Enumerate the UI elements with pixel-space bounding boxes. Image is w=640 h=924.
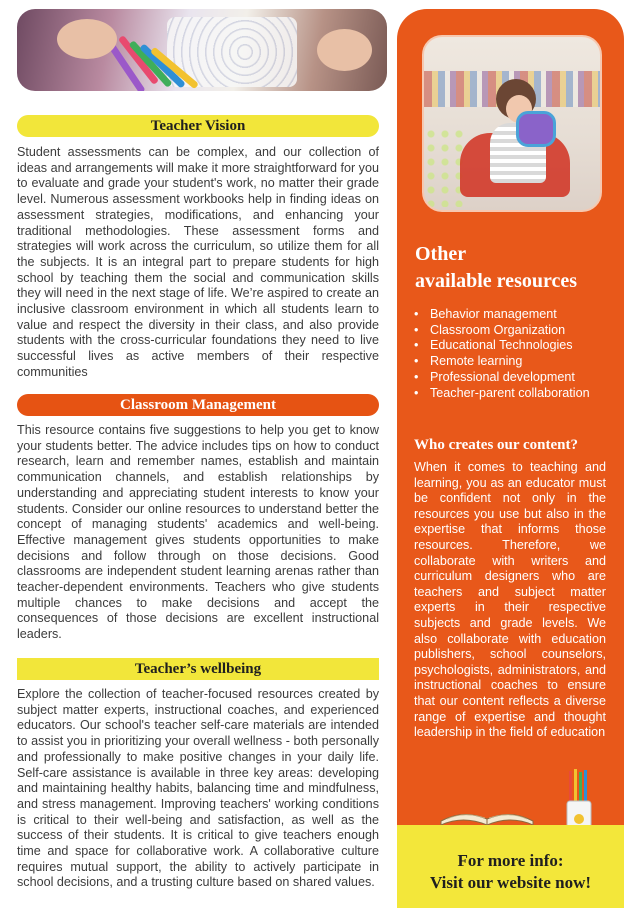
- other-resources-title: [415, 241, 615, 295]
- teacher-wellbeing-heading: Teacher’s wellbeing: [17, 658, 379, 680]
- wall-dots: [424, 127, 464, 207]
- list-item: • Educational Technologies: [414, 338, 619, 354]
- classroom-management-text: This resource contains five suggestions to help you get to know your students better. The advice includes tips on how to conduct research, learn and remember names, establish and maintain communication channels, and establish relationships by understanding and appreciating student interests to know your students. Consider our online resources to understand better the concept of managing students' academics and well-being. Effective management gives students opportunities to make decisions and follow through on those decisions. Good classrooms are independent student learning arenas rather than teacher-dependent environments. Teachers who give students multiple chances to make decisions and accept the consequences of those decisions are excellent instructional leaders.: [17, 423, 379, 642]
- cta-line-more-info: For more info:: [457, 851, 564, 870]
- other-resources-title-line2: available resources: [415, 270, 578, 292]
- hand-right: [317, 29, 372, 71]
- teacher-vision-text: Student assessments can be complex, and our collection of ideas and arrangements will make it more straightforward for you to evaluate and grade your student's work, no matter their grade level. Numerous assessment workbooks help in finding ideas on assessment strategies, modifications, and enhancing your traditional methodologies. These assessment forms and strategies will work across the curriculum, so utilize them for all the subjects. It is an integral part to prepare students for high school by teaching them the social and communication skills they will need in the next stage of life. We’re aspired to create an inclusive classroom environment in which all students learn to value and respect the diversity in their class, and also provide students with the cross-curricular foundations they need to live successful lives as active members of their respective communities: [17, 145, 379, 379]
- other-resources-title-line1: Other: [415, 243, 467, 265]
- who-creates-text: When it comes to teaching and learning, you as an educator must be confident not only in the resources you use but also in the expertise that informs those resources. Therefore, we collaborate with writers and curriculum designers who are teachers and subject matter experts in their respective subjects and grade levels. We also collaborate with education publishers, school counselors, psychologists, administrators, and instructional coaches to ensure that our content reflects a diverse range of expertise and thought leadership in the field of education: [414, 460, 606, 740]
- hand-left: [57, 19, 117, 59]
- teacher-vision-heading: Teacher Vision: [17, 115, 379, 137]
- resources-list: [414, 307, 619, 401]
- who-creates-title: Who creates our content?: [414, 437, 579, 453]
- hero-image-coloring-markers: [17, 9, 387, 91]
- resources-sidebar: [397, 9, 624, 908]
- list-item: • Remote learning: [414, 354, 619, 370]
- list-item: • Behavior management: [414, 307, 619, 323]
- list-item: • Classroom Organization: [414, 323, 619, 339]
- list-item: • Professional development: [414, 370, 619, 386]
- cta-banner: [397, 825, 624, 908]
- child-playing-photo: [422, 35, 602, 212]
- cta-line-visit-website: Visit our website now!: [429, 873, 592, 892]
- classroom-management-heading: Classroom Management: [17, 394, 379, 416]
- toy-camera: [516, 111, 556, 147]
- teacher-wellbeing-text: Explore the collection of teacher-focused resources created by subject matter experts, instructional coaches, and experienced educators. Our school's teacher self-care materials are intended to assist you in prioritizing your overall wellness - both personally and professionally to make positive changes in your daily life. Self-care assistance is available in three key areas: developing and maintaining healthy habits, balancing time and mindfulness, and stress management. Improving teachers' working conditions is critical to their well-being and satisfaction, as well as the success of their students. It is critical to give teachers enough time and space for collaborative work. A collaborative culture requires mutual support, the ability to actively participate in school decisions, and a trusting culture based on shared values.: [17, 687, 379, 890]
- list-item: • Teacher-parent collaboration: [414, 386, 619, 402]
